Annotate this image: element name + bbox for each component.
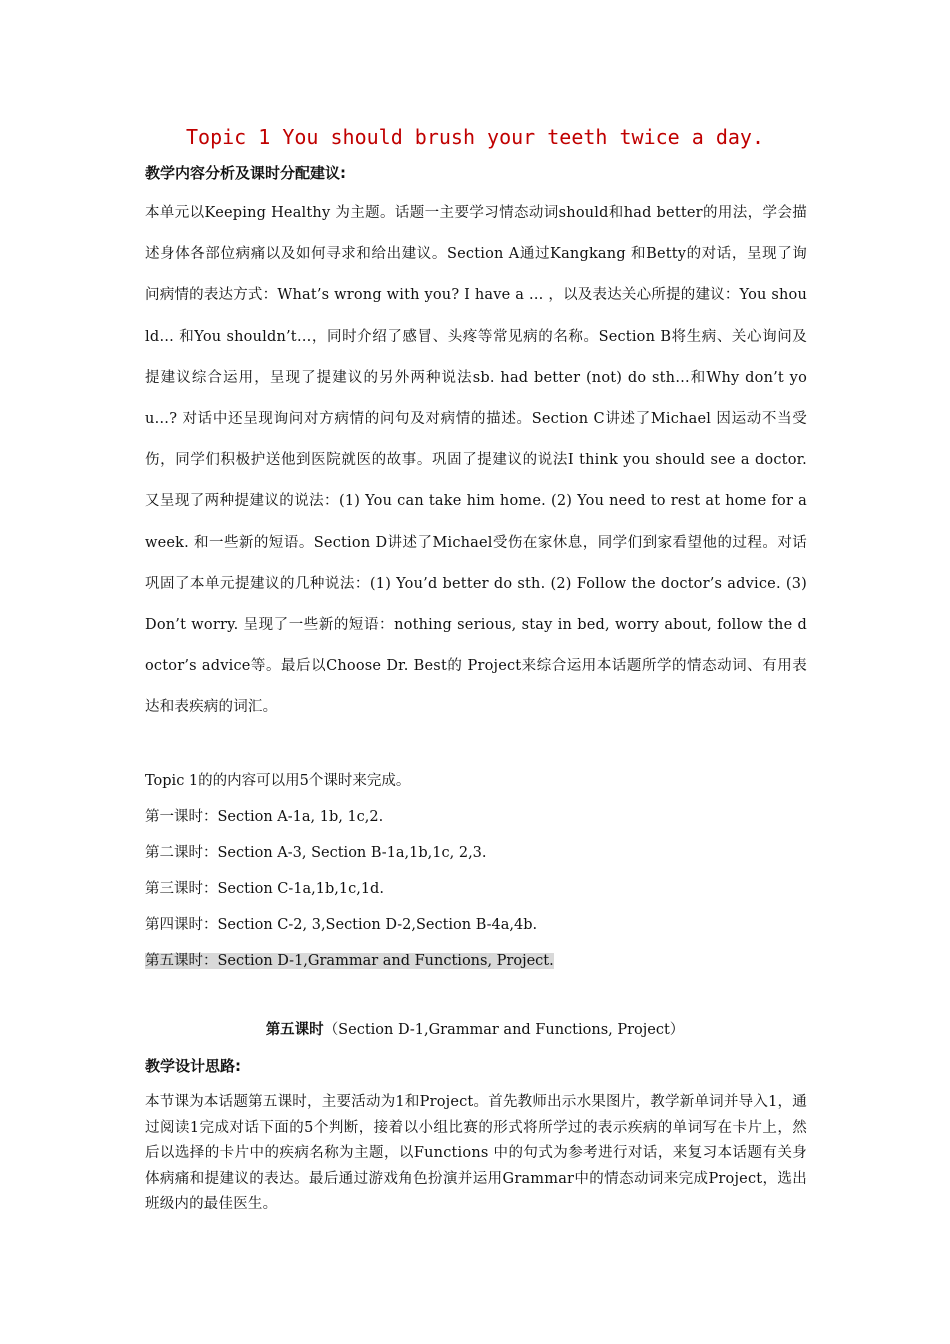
highlighted-period-text: 第五课时：Section D-1,Grammar and Functions, Project. xyxy=(145,953,554,969)
content-analysis-paragraph: 本单元以Keeping Healthy 为主题。话题一主要学习情态动词should和had better的用法，学会描述身体各部位病痛以及如何寻求和给出建议。Section A通过Kangkang 和Betty的对话，呈现了询问病情的表达方式：What’s wrong with you? I have a … ，以及表达关心所提的建议：You should… 和You shouldn’t…，同时介绍了感冒、头疼等常见病的名称。Section B将生病、关心询问及提建议综合运用，呈现了提建议的另外两种说法sb. had better (not) do sth…和Why don’t you…? 对话中还呈现询问对方病情的问句及对病情的描述。Section C讲述了Michael 因运动不当受伤，同学们积极护送他到医院就医的故事。巩固了提建议的说法I think you should see a doctor. 又呈现了两种提建议的说法：(1) You can take him home. (2) You need to rest at home for a week. 和一些新的短语。Section D讲述了Michael受伤在家休息，同学们到家看望他的过程。对话巩固了本单元提建议的几种说法：(1) You’d better do sth. (2) Follow the doctor’s advice. (3) Don’t worry. 呈现了一些新的短语：nothing serious, stay in bed, worry about, follow the doctor’s advice等。最后以Choose Dr. Best的 Project来综合运用本话题所学的情态动词、有用表达和表疾病的词汇。 xyxy=(145,205,807,716)
content-analysis-heading: 教学内容分析及课时分配建议: xyxy=(145,164,346,182)
period-item-4: 第四课时：Section C-2, 3,Section D-2,Section B-4a,4b. xyxy=(145,917,538,933)
section-title-rest: （Section D-1,Grammar and Functions, Project） xyxy=(323,1022,685,1038)
design-idea-heading: 教学设计思路: xyxy=(145,1057,241,1075)
periods-intro: Topic 1的的内容可以用5个课时来完成。 xyxy=(145,773,411,789)
period-item-1: 第一课时：Section A-1a, 1b, 1c,2. xyxy=(145,809,384,825)
period-item-5 xyxy=(145,951,554,971)
document-title: Topic 1 You should brush your teeth twice a day. xyxy=(186,125,764,149)
section-title-bold: 第五课时 xyxy=(265,1022,324,1038)
design-idea-paragraph: 本节课为本话题第五课时，主要活动为1和Project。首先教师出示水果图片，教学新单词并导入1，通过阅读1完成对话下面的5个判断，接着以小组比赛的形式将所学过的表示疾病的单词写在卡片上，然后以选择的卡片中的疾病名称为主题，以Functions 中的句式为参考进行对话，来复习本话题有关身体病痛和提建议的表达。最后通过游戏角色扮演并运用Grammar中的情态动词来完成Project，选出班级内的最佳医生。 xyxy=(145,1094,807,1212)
period-item-2: 第二课时：Section A-3, Section B-1a,1b,1c, 2,3. xyxy=(145,845,487,861)
period-item-3: 第三课时：Section C-1a,1b,1c,1d. xyxy=(145,881,384,897)
section-title xyxy=(0,1019,950,1041)
